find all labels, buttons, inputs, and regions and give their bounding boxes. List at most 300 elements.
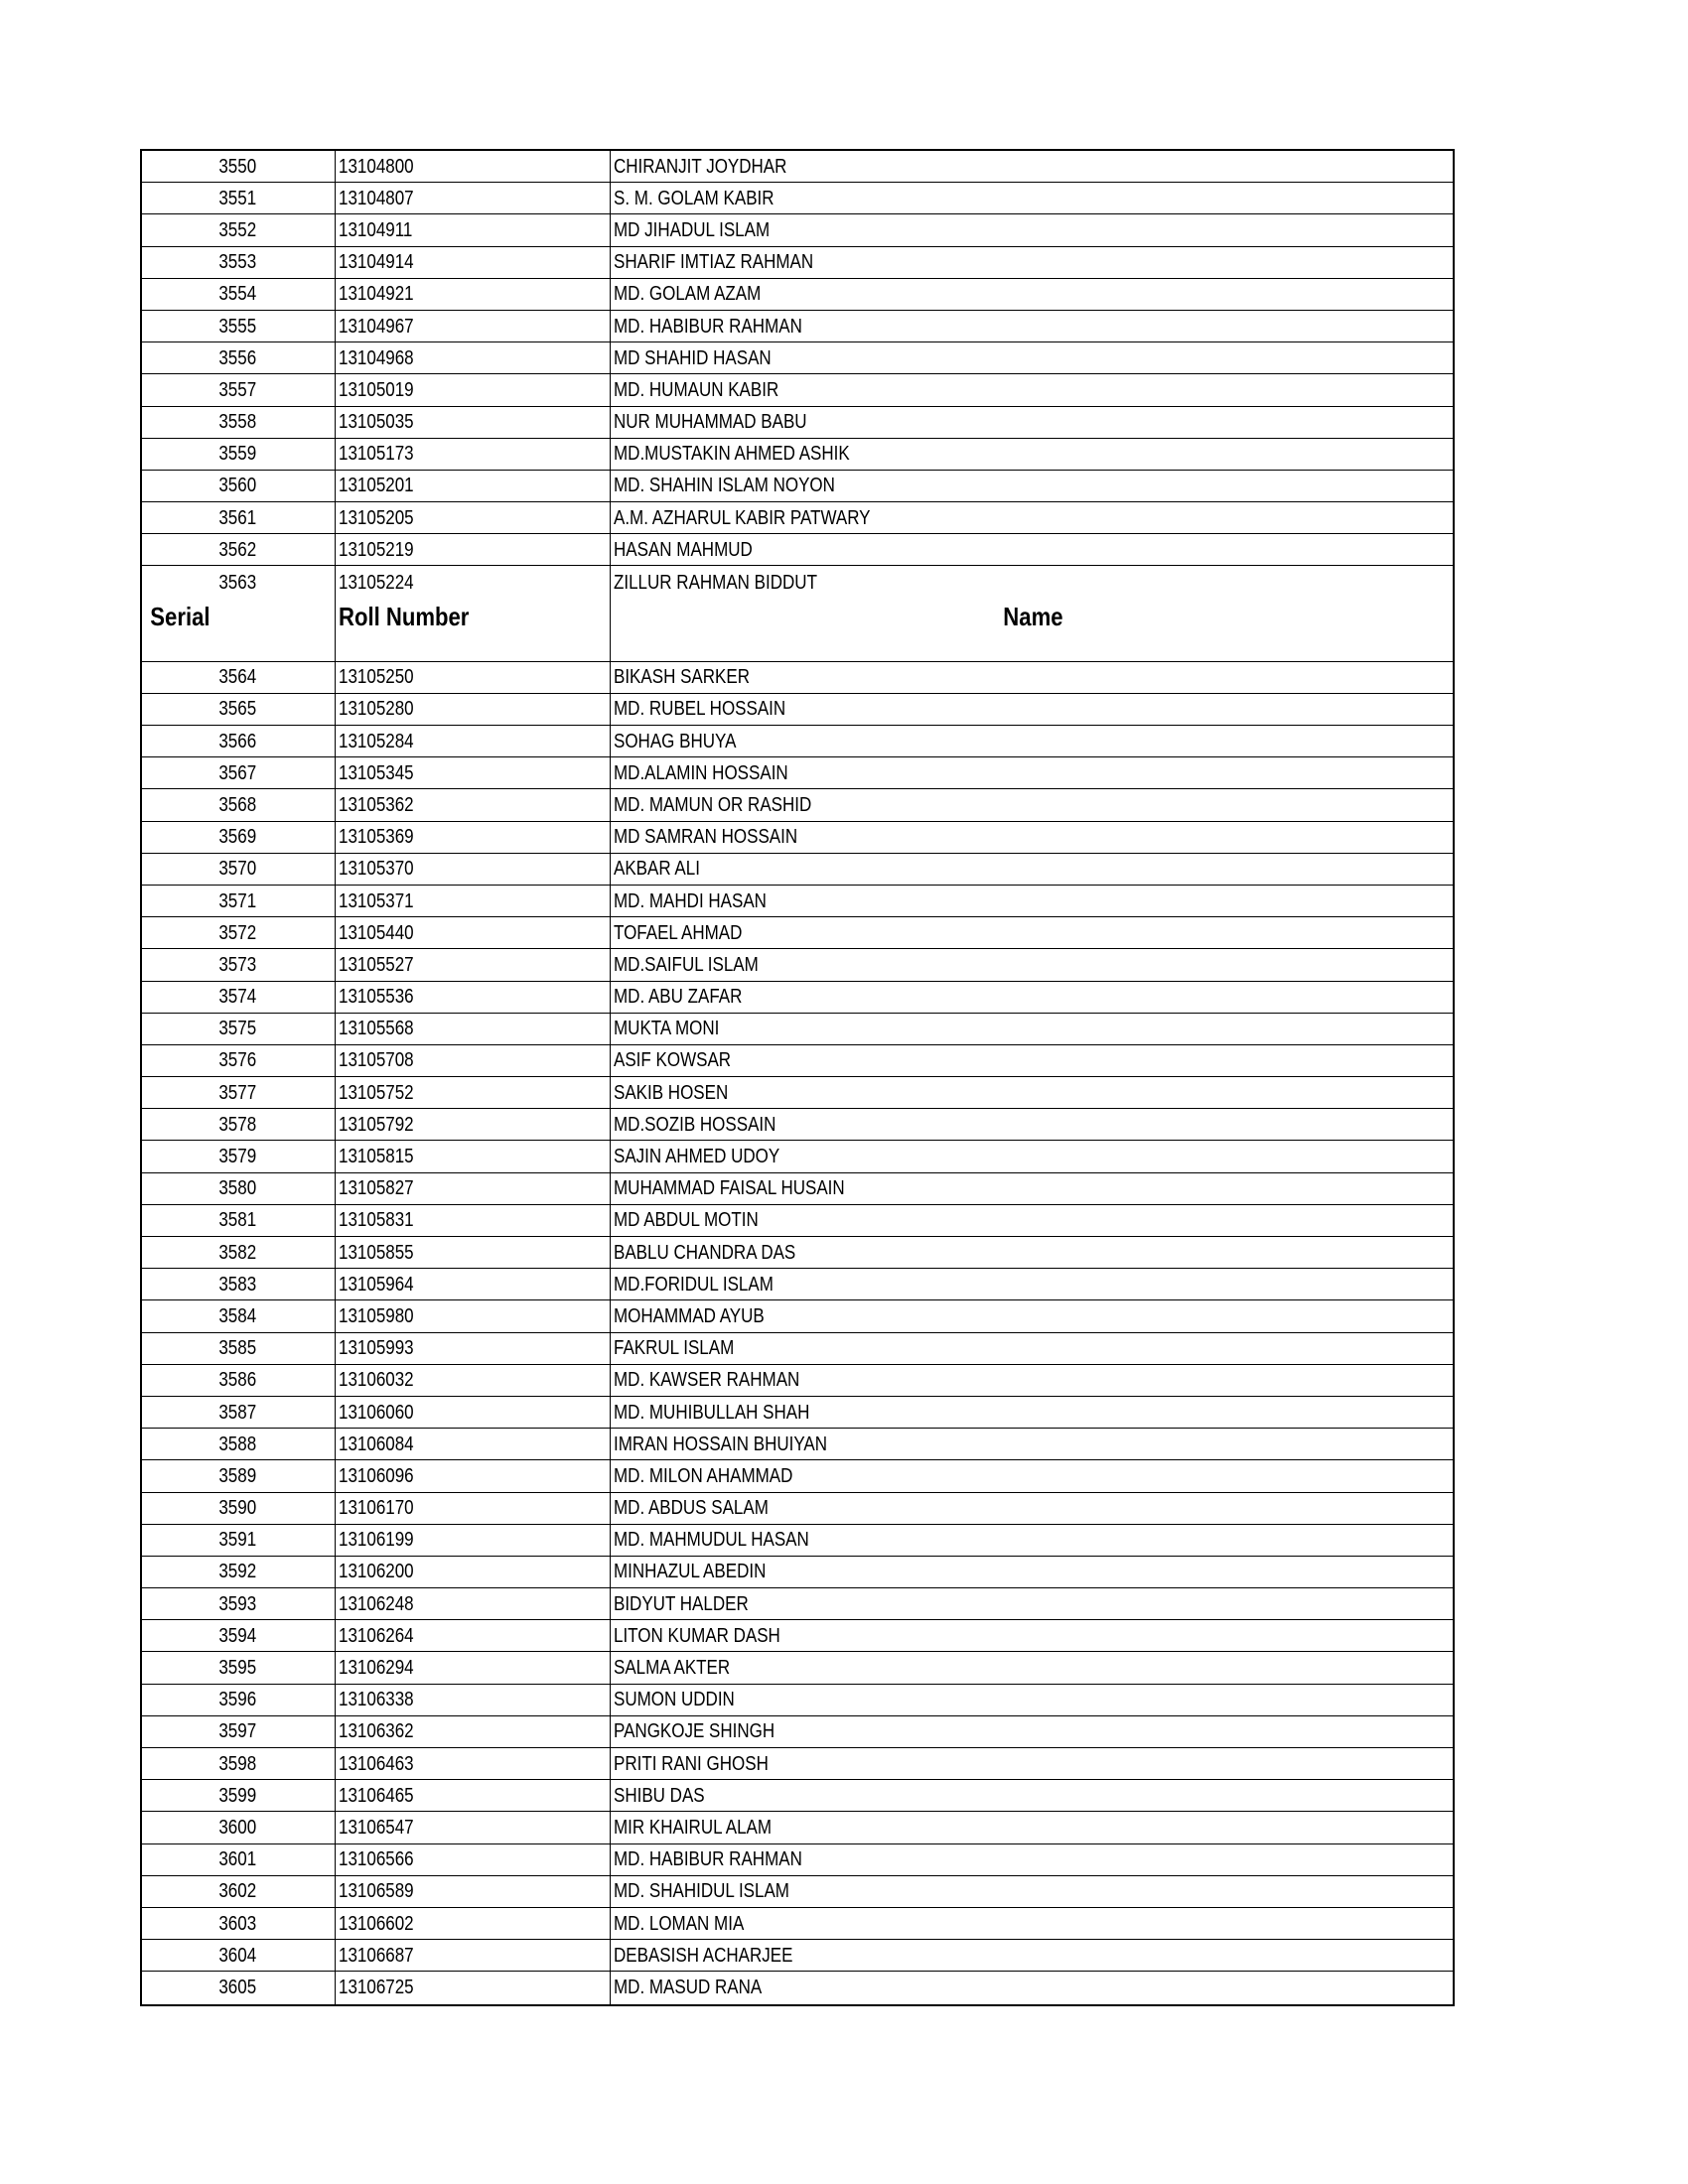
name-cell-text: MD. ABDUS SALAM [614, 1497, 769, 1520]
roll-number-cell [336, 1876, 611, 1907]
name-cell [611, 662, 1453, 693]
name-cell [611, 1525, 1453, 1556]
roll-number-cell-text: 13105035 [339, 411, 414, 434]
name-cell-text: ASIF KOWSAR [614, 1049, 732, 1072]
roll-number-cell-text: 13106463 [339, 1752, 414, 1775]
name-cell-text: MD SHAHID HASAN [614, 346, 772, 369]
rows-group-before [142, 151, 1453, 599]
name-cell [611, 1972, 1453, 2003]
roll-number-cell-text: 13105201 [339, 475, 414, 497]
serial-cell-text: 3585 [218, 1337, 256, 1360]
serial-cell-text: 3573 [218, 953, 256, 976]
serial-cell-text: 3576 [218, 1049, 256, 1072]
serial-cell-text: 3567 [218, 761, 256, 784]
roll-number-cell [336, 247, 611, 278]
serial-cell-text: 3600 [218, 1816, 256, 1839]
name-cell-text: MD ABDUL MOTIN [614, 1209, 759, 1232]
table-row [142, 439, 1453, 471]
roll-number-cell [336, 662, 611, 693]
roll-number-cell [336, 311, 611, 341]
table-row [142, 534, 1453, 566]
name-cell [611, 471, 1453, 501]
name-cell [611, 949, 1453, 980]
serial-cell [142, 1300, 336, 1331]
serial-cell [142, 1205, 336, 1236]
roll-number-cell-text: 13106566 [339, 1848, 414, 1871]
serial-cell [142, 1940, 336, 1971]
serial-cell-text: 3565 [218, 698, 256, 721]
name-cell [611, 1844, 1453, 1875]
name-cell [611, 1876, 1453, 1907]
serial-cell-text: 3553 [218, 251, 256, 274]
roll-number-cell-text: 13106199 [339, 1529, 414, 1552]
roll-number-cell-text: 13105527 [339, 953, 414, 976]
serial-cell-text: 3586 [218, 1369, 256, 1392]
name-cell-text: NUR MUHAMMAD BABU [614, 411, 807, 434]
name-cell [611, 822, 1453, 853]
roll-number-cell [336, 1493, 611, 1524]
name-cell [611, 1141, 1453, 1171]
roll-number-cell [336, 982, 611, 1013]
serial-cell [142, 1429, 336, 1459]
roll-number-cell [336, 1237, 611, 1268]
name-cell-text: A.M. AZHARUL KABIR PATWARY [614, 506, 871, 529]
name-cell [611, 1940, 1453, 1971]
table-row [142, 311, 1453, 342]
serial-cell [142, 1077, 336, 1108]
roll-number-cell [336, 1141, 611, 1171]
table-row [142, 1077, 1453, 1109]
serial-cell-text: 3570 [218, 858, 256, 881]
serial-cell-text: 3579 [218, 1146, 256, 1168]
roll-number-cell [336, 822, 611, 853]
serial-cell-text: 3592 [218, 1561, 256, 1583]
roll-number-cell [336, 1269, 611, 1299]
serial-cell [142, 1844, 336, 1875]
serial-cell-text: 3589 [218, 1464, 256, 1487]
serial-cell-text: 3581 [218, 1209, 256, 1232]
name-cell [611, 1780, 1453, 1811]
serial-cell-text: 3580 [218, 1177, 256, 1200]
roll-number-cell [336, 1525, 611, 1556]
serial-cell-text: 3571 [218, 889, 256, 912]
roll-number-cell [336, 374, 611, 405]
table-row [142, 1876, 1453, 1908]
serial-cell [142, 854, 336, 885]
name-cell [611, 247, 1453, 278]
table-row [142, 502, 1453, 534]
roll-number-cell-text: 13105440 [339, 921, 414, 944]
serial-cell-text: 3556 [218, 346, 256, 369]
name-cell [611, 1300, 1453, 1331]
roll-number-cell-text: 13105568 [339, 1018, 414, 1040]
name-cell-text: MD. MUHIBULLAH SHAH [614, 1401, 810, 1424]
name-cell [611, 407, 1453, 438]
serial-cell [142, 279, 336, 310]
name-cell-text: SAJIN AHMED UDOY [614, 1146, 780, 1168]
serial-cell [142, 757, 336, 788]
roll-number-cell [336, 214, 611, 245]
serial-cell-text: 3555 [218, 315, 256, 338]
header-serial-label: Serial [150, 601, 211, 631]
roll-number-cell [336, 886, 611, 916]
roll-number-cell-text: 13104967 [339, 315, 414, 338]
name-cell-text: MINHAZUL ABEDIN [614, 1561, 767, 1583]
roll-number-cell-text: 13104800 [339, 155, 414, 178]
roll-number-cell-text: 13106200 [339, 1561, 414, 1583]
roll-number-cell-text: 13106589 [339, 1880, 414, 1903]
name-cell-text: DEBASISH ACHARJEE [614, 1944, 793, 1967]
serial-cell-text: 3584 [218, 1304, 256, 1327]
roll-number-cell-text: 13104914 [339, 251, 414, 274]
roll-number-cell-text: 13106084 [339, 1433, 414, 1455]
roll-number-cell [336, 694, 611, 725]
name-cell [611, 1045, 1453, 1076]
name-cell-text: PANGKOJE SHINGH [614, 1720, 775, 1743]
name-cell-text: MD. KAWSER RAHMAN [614, 1369, 800, 1392]
name-cell [611, 374, 1453, 405]
table-row [142, 917, 1453, 949]
table-row [142, 1493, 1453, 1525]
name-cell [611, 151, 1453, 182]
table-row [142, 1844, 1453, 1876]
roll-number-cell [336, 949, 611, 980]
name-cell-text: BIKASH SARKER [614, 666, 750, 689]
roll-number-cell [336, 1716, 611, 1747]
table-row [142, 214, 1453, 246]
table-row [142, 1940, 1453, 1972]
roll-number-cell-text: 13104807 [339, 187, 414, 209]
roll-number-cell-text: 13105827 [339, 1177, 414, 1200]
name-cell [611, 1109, 1453, 1140]
serial-cell-text: 3566 [218, 730, 256, 752]
roll-number-cell [336, 1780, 611, 1811]
roll-number-cell [336, 1173, 611, 1204]
serial-cell-text: 3557 [218, 378, 256, 401]
name-cell-text: HASAN MAHMUD [614, 538, 753, 561]
roll-number-cell-text: 13105792 [339, 1113, 414, 1136]
name-cell [611, 917, 1453, 948]
name-cell-text: LITON KUMAR DASH [614, 1624, 780, 1647]
roll-number-cell-text: 13105831 [339, 1209, 414, 1232]
serial-cell [142, 1780, 336, 1811]
name-cell-text: PRITI RANI GHOSH [614, 1752, 769, 1775]
name-cell [611, 502, 1453, 533]
name-cell [611, 566, 1453, 598]
table-row [142, 151, 1453, 183]
header-name [611, 599, 1453, 661]
serial-cell [142, 342, 336, 373]
serial-cell [142, 886, 336, 916]
roll-number-cell [336, 1333, 611, 1364]
name-cell-text: SALMA AKTER [614, 1657, 731, 1680]
serial-cell [142, 789, 336, 820]
serial-cell-text: 3561 [218, 506, 256, 529]
roll-number-cell-text: 13105205 [339, 506, 414, 529]
roll-number-cell [336, 1045, 611, 1076]
name-cell-text: FAKRUL ISLAM [614, 1337, 735, 1360]
serial-cell [142, 1812, 336, 1843]
table-row [142, 183, 1453, 214]
roll-number-cell [336, 279, 611, 310]
serial-cell-text: 3603 [218, 1912, 256, 1935]
roll-number-cell [336, 1972, 611, 2003]
results-table [140, 149, 1455, 2006]
name-cell-text: MD. LOMAN MIA [614, 1912, 745, 1935]
name-cell-text: ZILLUR RAHMAN BIDDUT [614, 571, 817, 594]
serial-cell [142, 726, 336, 756]
table-row [142, 854, 1453, 886]
name-cell-text: SUMON UDDIN [614, 1689, 735, 1711]
roll-number-cell [336, 1652, 611, 1683]
table-row [142, 279, 1453, 311]
serial-cell-text: 3588 [218, 1433, 256, 1455]
name-cell-text: SOHAG BHUYA [614, 730, 737, 752]
name-cell-text: MD.SAIFUL ISLAM [614, 953, 759, 976]
roll-number-cell-text: 13105964 [339, 1273, 414, 1296]
roll-number-cell-text: 13106725 [339, 1977, 414, 1999]
serial-cell [142, 1109, 336, 1140]
roll-number-cell [336, 726, 611, 756]
name-cell-text: MD. MASUD RANA [614, 1977, 763, 1999]
table-row [142, 1812, 1453, 1843]
roll-number-cell [336, 502, 611, 533]
roll-number-cell [336, 1908, 611, 1939]
table-row [142, 789, 1453, 821]
table-row [142, 1652, 1453, 1684]
name-cell [611, 1588, 1453, 1619]
roll-number-cell-text: 13105362 [339, 793, 414, 816]
table-row [142, 1237, 1453, 1269]
roll-number-cell [336, 183, 611, 213]
serial-cell [142, 1972, 336, 2003]
roll-number-cell-text: 13105752 [339, 1081, 414, 1104]
table-row [142, 247, 1453, 279]
table-row [142, 662, 1453, 694]
roll-number-cell [336, 1748, 611, 1779]
roll-number-cell-text: 13105280 [339, 698, 414, 721]
name-cell [611, 214, 1453, 245]
serial-cell-text: 3572 [218, 921, 256, 944]
table-row [142, 1397, 1453, 1429]
roll-number-cell [336, 1940, 611, 1971]
name-cell [611, 789, 1453, 820]
serial-cell-text: 3604 [218, 1944, 256, 1967]
name-cell-text: MD.MUSTAKIN AHMED ASHIK [614, 443, 850, 466]
name-cell [611, 1716, 1453, 1747]
serial-cell-text: 3563 [218, 571, 256, 594]
serial-cell [142, 1269, 336, 1299]
roll-number-cell [336, 1588, 611, 1619]
serial-cell [142, 982, 336, 1013]
serial-cell [142, 1685, 336, 1715]
table-row [142, 1460, 1453, 1492]
name-cell-text: MD SAMRAN HOSSAIN [614, 826, 798, 849]
serial-cell-text: 3559 [218, 443, 256, 466]
table-row [142, 822, 1453, 854]
name-cell [611, 886, 1453, 916]
name-cell-text: MD. MAHMUDUL HASAN [614, 1529, 809, 1552]
table-row [142, 1300, 1453, 1332]
serial-cell-text: 3602 [218, 1880, 256, 1903]
serial-cell-text: 3583 [218, 1273, 256, 1296]
table-row [142, 566, 1453, 598]
serial-cell [142, 471, 336, 501]
serial-cell [142, 1652, 336, 1683]
serial-cell-text: 3568 [218, 793, 256, 816]
serial-cell-text: 3551 [218, 187, 256, 209]
roll-number-cell [336, 1365, 611, 1396]
serial-cell-text: 3552 [218, 218, 256, 241]
table-row [142, 982, 1453, 1014]
roll-number-cell [336, 407, 611, 438]
name-cell-text: BIDYUT HALDER [614, 1592, 749, 1615]
serial-cell [142, 1237, 336, 1268]
header-roll-number [336, 599, 611, 661]
roll-number-cell-text: 13105019 [339, 378, 414, 401]
table-row [142, 1269, 1453, 1300]
roll-number-cell [336, 1685, 611, 1715]
rows-group-after [142, 662, 1453, 2004]
name-cell [611, 279, 1453, 310]
roll-number-cell-text: 13106096 [339, 1464, 414, 1487]
name-cell [611, 1460, 1453, 1491]
serial-cell-text: 3593 [218, 1592, 256, 1615]
name-cell [611, 694, 1453, 725]
serial-cell [142, 1748, 336, 1779]
name-cell [611, 1397, 1453, 1428]
roll-number-cell [336, 1844, 611, 1875]
serial-cell-text: 3594 [218, 1624, 256, 1647]
table-row [142, 1908, 1453, 1940]
serial-cell [142, 1716, 336, 1747]
name-cell [611, 534, 1453, 565]
name-cell [611, 1557, 1453, 1587]
serial-cell-text: 3587 [218, 1401, 256, 1424]
name-cell [611, 1812, 1453, 1843]
name-cell-text: MD.FORIDUL ISLAM [614, 1273, 774, 1296]
serial-cell [142, 1333, 336, 1364]
roll-number-cell-text: 13106465 [339, 1784, 414, 1807]
serial-cell-text: 3605 [218, 1977, 256, 1999]
name-cell-text: CHIRANJIT JOYDHAR [614, 155, 787, 178]
roll-number-cell [336, 1557, 611, 1587]
serial-cell [142, 311, 336, 341]
serial-cell-text: 3574 [218, 986, 256, 1009]
serial-cell [142, 566, 336, 598]
name-cell [611, 1365, 1453, 1396]
table-row [142, 1557, 1453, 1588]
roll-number-cell-text: 13106362 [339, 1720, 414, 1743]
roll-number-cell [336, 342, 611, 373]
name-cell [611, 726, 1453, 756]
name-cell [611, 982, 1453, 1013]
name-cell-text: AKBAR ALI [614, 858, 700, 881]
roll-number-cell [336, 1397, 611, 1428]
roll-number-cell-text: 13105815 [339, 1146, 414, 1168]
roll-number-cell [336, 789, 611, 820]
serial-cell [142, 1460, 336, 1491]
roll-number-cell [336, 1460, 611, 1491]
table-row [142, 1365, 1453, 1397]
roll-number-cell-text: 13105980 [339, 1304, 414, 1327]
serial-cell [142, 917, 336, 948]
name-cell-text: TOFAEL AHMAD [614, 921, 743, 944]
roll-number-cell-text: 13106032 [339, 1369, 414, 1392]
table-row [142, 1716, 1453, 1748]
serial-cell-text: 3599 [218, 1784, 256, 1807]
name-cell [611, 1014, 1453, 1044]
table-row [142, 1620, 1453, 1652]
serial-cell [142, 374, 336, 405]
name-cell [611, 1077, 1453, 1108]
serial-cell-text: 3560 [218, 475, 256, 497]
header-serial [142, 599, 336, 661]
name-cell-text: MD. RUBEL HOSSAIN [614, 698, 786, 721]
table-row [142, 757, 1453, 789]
roll-number-cell-text: 13104921 [339, 283, 414, 306]
name-cell [611, 854, 1453, 885]
name-cell-text: MD JIHADUL ISLAM [614, 218, 771, 241]
serial-cell-text: 3564 [218, 666, 256, 689]
name-cell [611, 1333, 1453, 1364]
roll-number-cell-text: 13105536 [339, 986, 414, 1009]
name-cell-text: MD. MAHDI HASAN [614, 889, 767, 912]
serial-cell [142, 662, 336, 693]
table-row [142, 1588, 1453, 1620]
table-row [142, 1205, 1453, 1237]
roll-number-cell-text: 13106547 [339, 1816, 414, 1839]
name-cell-text: MD. MAMUN OR RASHID [614, 793, 812, 816]
table-row [142, 374, 1453, 406]
name-cell [611, 1269, 1453, 1299]
name-cell [611, 1685, 1453, 1715]
roll-number-cell-text: 13105708 [339, 1049, 414, 1072]
table-row [142, 1014, 1453, 1045]
name-cell-text: BABLU CHANDRA DAS [614, 1241, 796, 1264]
table-row [142, 1333, 1453, 1365]
table-row [142, 886, 1453, 917]
serial-cell [142, 502, 336, 533]
roll-number-cell-text: 13105224 [339, 571, 414, 594]
name-cell-text: MD. GOLAM AZAM [614, 283, 762, 306]
name-cell [611, 1493, 1453, 1524]
table-row [142, 949, 1453, 981]
serial-cell [142, 407, 336, 438]
roll-number-cell [336, 151, 611, 182]
name-cell [611, 183, 1453, 213]
name-cell-text: S. M. GOLAM KABIR [614, 187, 774, 209]
roll-number-cell-text: 13106248 [339, 1592, 414, 1615]
name-cell [611, 1205, 1453, 1236]
serial-cell-text: 3578 [218, 1113, 256, 1136]
serial-cell [142, 1876, 336, 1907]
name-cell [611, 1908, 1453, 1939]
table-row [142, 1748, 1453, 1780]
roll-number-cell-text: 13105370 [339, 858, 414, 881]
roll-number-cell-text: 13106060 [339, 1401, 414, 1424]
name-cell [611, 311, 1453, 341]
table-row [142, 342, 1453, 374]
name-cell [611, 1173, 1453, 1204]
serial-cell [142, 1014, 336, 1044]
table-row [142, 1173, 1453, 1205]
name-cell-text: MD.ALAMIN HOSSAIN [614, 761, 788, 784]
serial-cell [142, 247, 336, 278]
roll-number-cell-text: 13105993 [339, 1337, 414, 1360]
table-row [142, 1109, 1453, 1141]
roll-number-cell-text: 13106294 [339, 1657, 414, 1680]
